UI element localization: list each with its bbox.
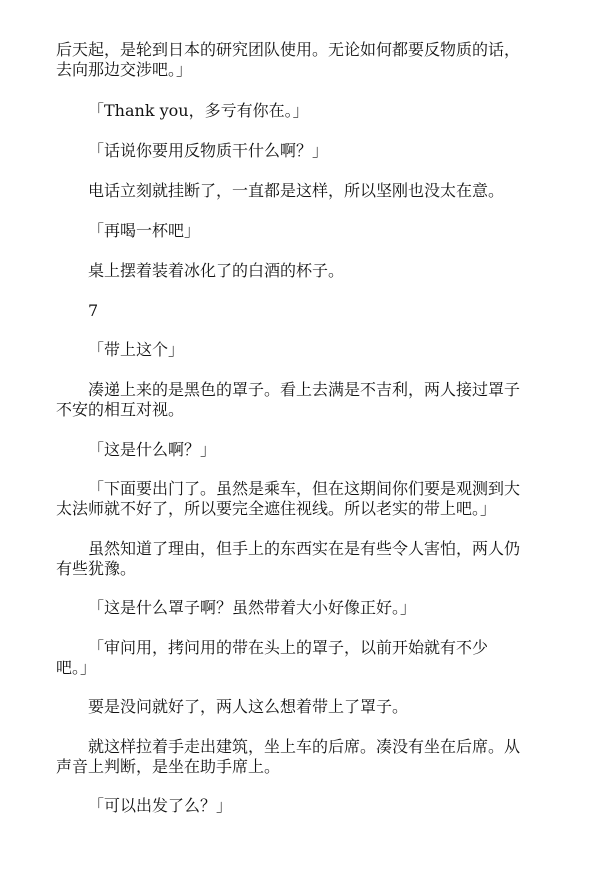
paragraph xyxy=(56,737,556,777)
paragraph xyxy=(56,598,556,618)
paragraph xyxy=(56,181,556,201)
text-line: 「这是什么啊？」 xyxy=(88,440,217,459)
text-line: 「审问用，拷问用的带在头上的罩子，以前开始就有不少 xyxy=(88,638,489,657)
paragraph xyxy=(56,340,556,360)
text-line: 要是没问就好了，两人这么想着带上了罩子。 xyxy=(88,697,409,716)
text-line: 不安的相互对视。 xyxy=(56,400,185,419)
text-line: 虽然知道了理由，但手上的东西实在是有些令人害怕，两人仍 xyxy=(88,539,521,558)
text-line: 「可以出发了么？」 xyxy=(88,796,233,815)
paragraph xyxy=(56,261,556,281)
paragraph xyxy=(56,301,556,321)
paragraph xyxy=(56,697,556,717)
paragraph xyxy=(56,479,556,519)
text-line: 「这是什么罩子啊？虽然带着大小好像正好。」 xyxy=(88,598,417,617)
paragraph xyxy=(56,440,556,460)
text-line: 凑递上来的是黑色的罩子。看上去满是不吉利，两人接过罩子 xyxy=(88,380,521,399)
text-line: 声音上判断，是坐在助手席上。 xyxy=(56,757,281,776)
paragraph xyxy=(56,101,556,121)
paragraph xyxy=(56,638,556,678)
text-line: 桌上摆着装着冰化了的白酒的杯子。 xyxy=(88,261,345,280)
text-line: 后天起，是轮到日本的研究团队使用。无论如何都要反物质的话， xyxy=(56,40,521,59)
text-line: 电话立刻就挂断了，一直都是这样，所以坚刚也没太在意。 xyxy=(88,181,505,200)
paragraph xyxy=(56,141,556,161)
text-line: 「带上这个」 xyxy=(88,340,185,359)
paragraph xyxy=(56,796,556,816)
text-line: 有些犹豫。 xyxy=(56,559,137,578)
section-number: 7 xyxy=(88,301,99,320)
paragraph xyxy=(56,539,556,579)
text-line: 太法师就不好了，所以要完全遮住视线。所以老实的带上吧。」 xyxy=(56,499,497,518)
paragraph xyxy=(56,380,556,420)
text-line: 「话说你要用反物质干什么啊？」 xyxy=(88,141,329,160)
text-line: 吧。」 xyxy=(56,658,97,677)
text-line: 就这样拉着手走出建筑，坐上车的后席。凑没有坐在后席。从 xyxy=(88,737,521,756)
text-line: 「Thank you，多亏有你在。」 xyxy=(88,101,309,120)
text-line: 「再喝一杯吧」 xyxy=(88,221,201,240)
paragraph xyxy=(56,221,556,241)
text-line: 「下面要出门了。虽然是乘车，但在这期间你们要是观测到大 xyxy=(88,479,521,498)
paragraph xyxy=(56,40,556,80)
text-line: 去向那边交涉吧。」 xyxy=(56,60,193,79)
